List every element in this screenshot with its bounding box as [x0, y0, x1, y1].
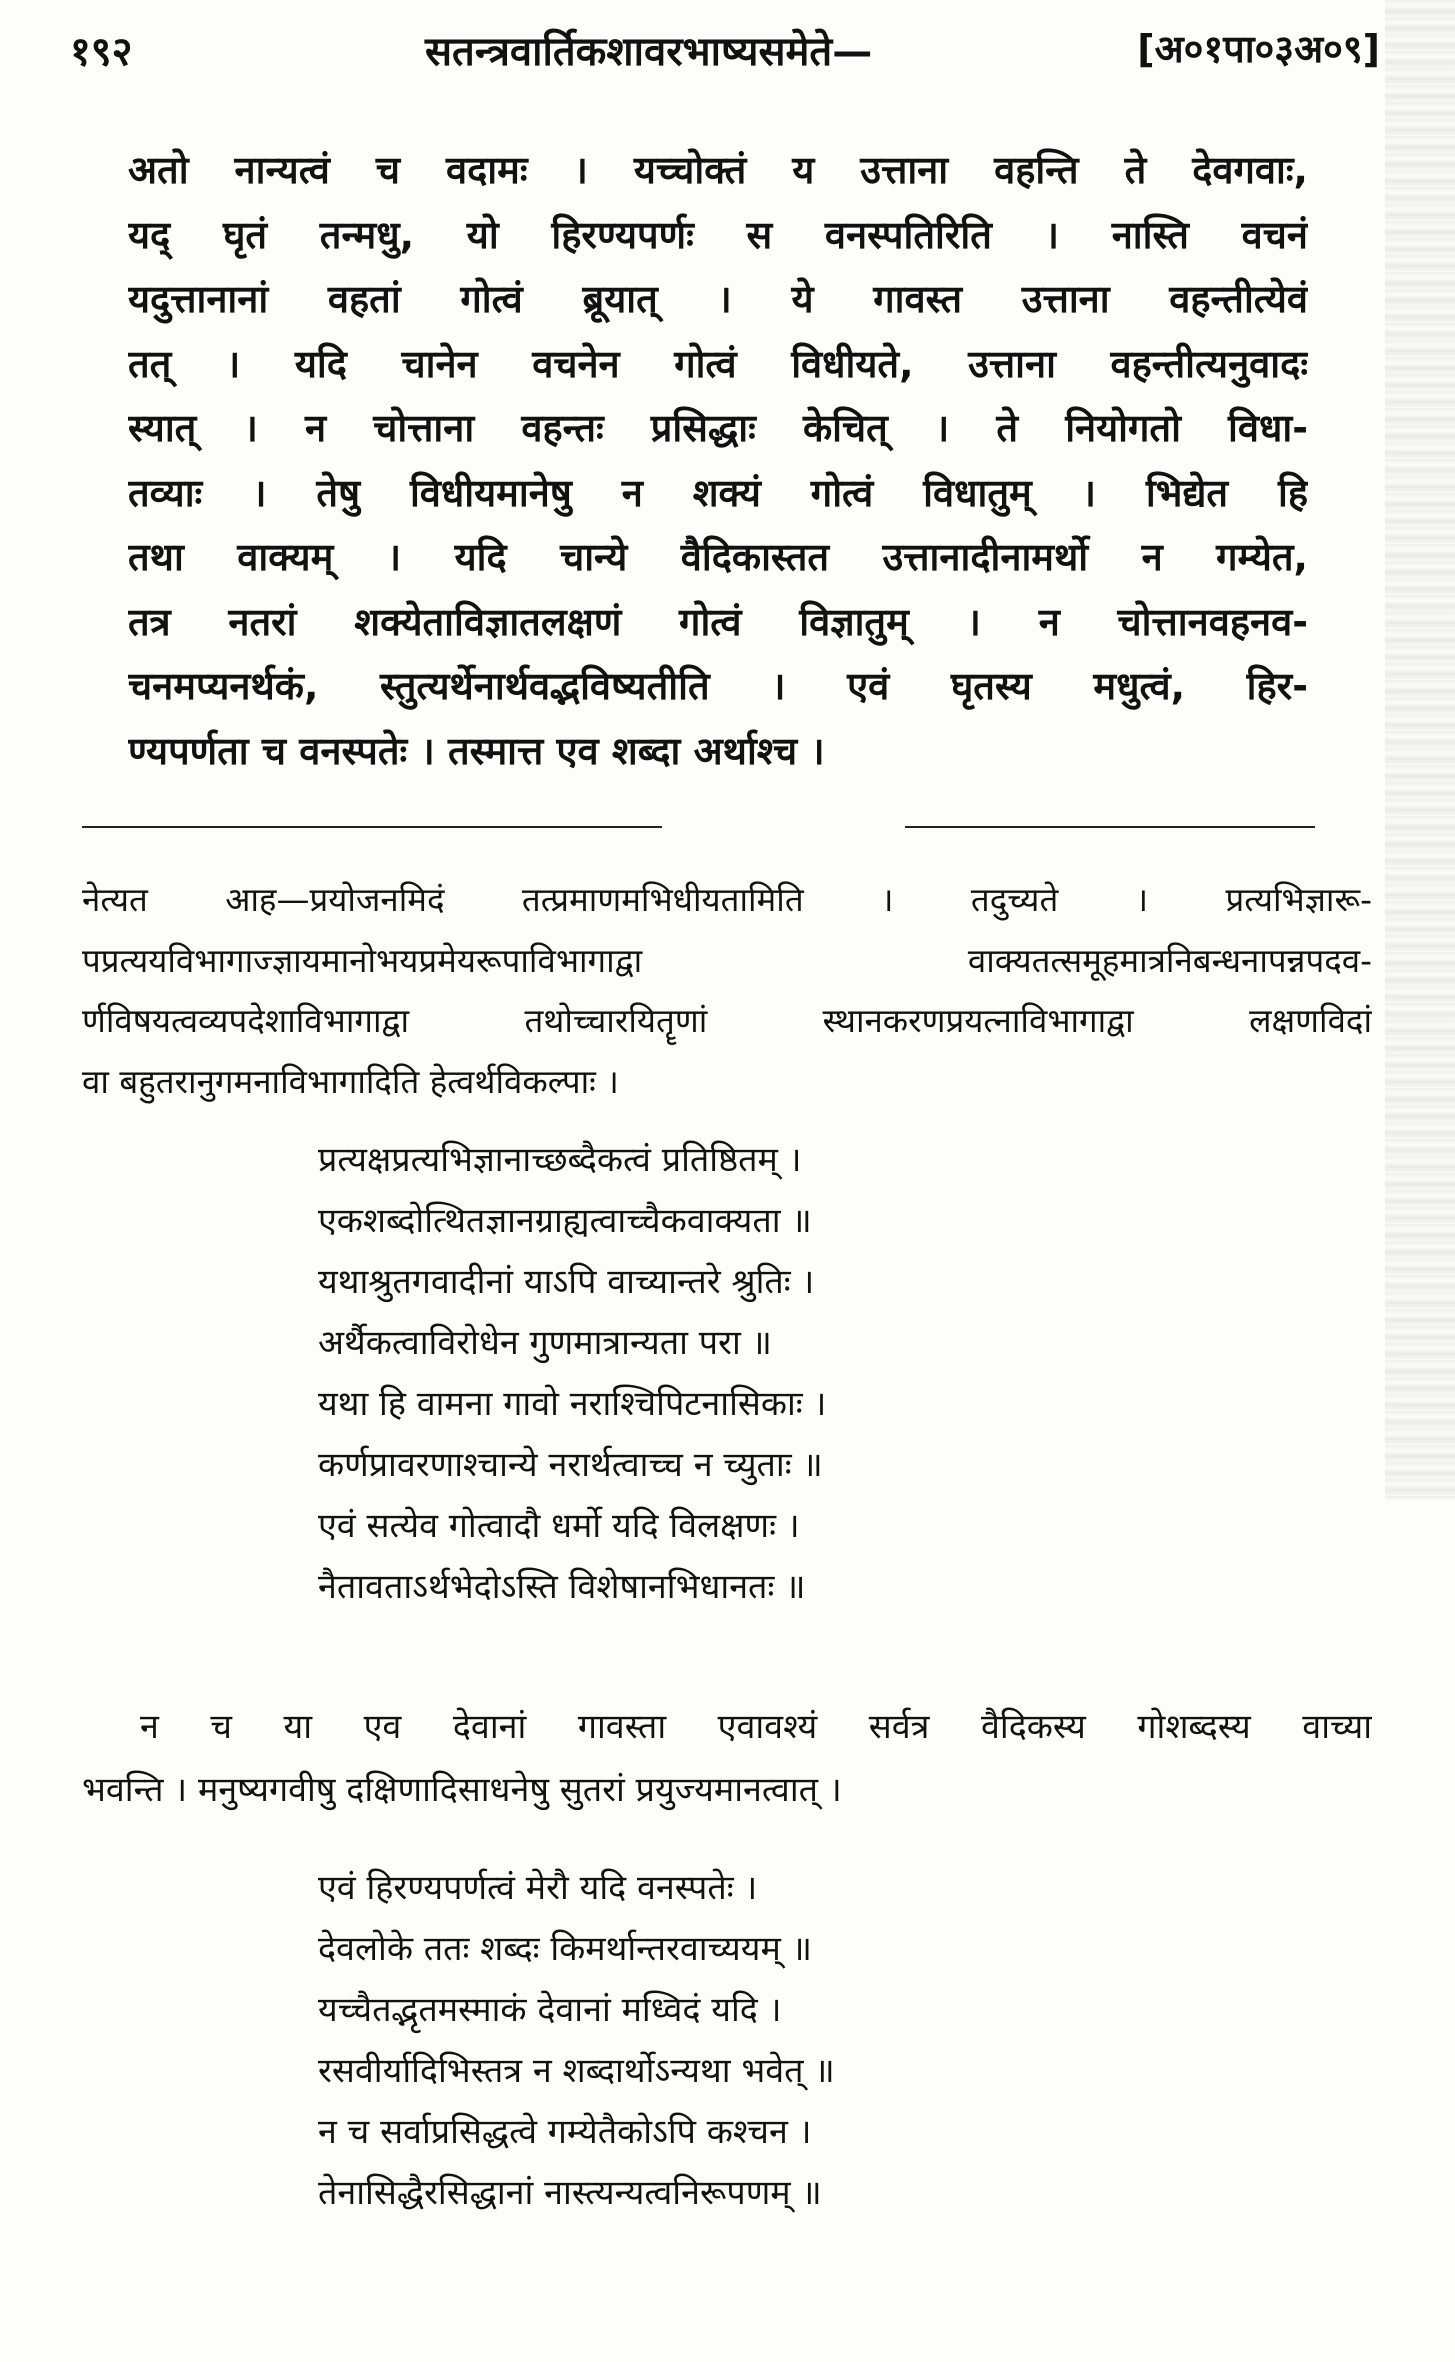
prose-line: भवन्ति । मनुष्यगवीषु दक्षिणादिसाधनेषु सुतरां प्रयुज्यमानत्वात् ।: [82, 1770, 842, 1810]
verse-line: न च सर्वाप्रसिद्धत्वे गम्येतैकोऽपि कश्चन ।: [318, 2112, 812, 2152]
bhashya-text-block: [128, 138, 1308, 783]
verse-line: तेनासिद्धैरसिद्धानां नास्त्यन्यत्वनिरूपणम् ॥: [318, 2173, 822, 2213]
bhashya-line: तथा वाक्यम् । यदि चान्ये वैदिकास्तत उत्तानादीनामर्थो न गम्येत,: [128, 535, 1308, 579]
bhashya-line: तव्याः । तेषु विधीयमानेषु न शक्यं गोत्वं विधातुम् । भिद्येत हि: [128, 470, 1308, 515]
verse-block-2: [318, 1858, 835, 2224]
section-divider-right: [905, 826, 1315, 828]
verse-line: एवं सत्येव गोत्वादौ धर्मो यदि विलक्षणः ।: [318, 1506, 800, 1546]
page-header: [70, 22, 1380, 82]
verse-line: कर्णप्रावरणाश्चान्ये नरार्थत्वाच्च न च्युताः ॥: [318, 1445, 823, 1485]
bhashya-line: तत्र नतरां शक्येताविज्ञातलक्षणं गोत्वं विज्ञातुम् । न चोत्तानवहनव-: [128, 599, 1308, 644]
bhashya-line: अतो नान्यत्वं च वदामः । यच्चोक्तं य उत्ताना वहन्ति ते देवगवाः,: [128, 148, 1308, 192]
vartika-prose-block: [82, 870, 1372, 1112]
verse-line: प्रत्यक्षप्रत्यभिज्ञानाच्छब्दैकत्वं प्रतिष्ठितम् ।: [318, 1140, 802, 1180]
running-title: सतन्त्रवार्तिकशावरभाष्यसमेते—: [425, 29, 873, 75]
verse-line: यथा हि वामना गावो नराश्चिपिटनासिकाः ।: [318, 1384, 827, 1424]
verse-line: एकशब्दोत्थितज्ञानग्राह्यत्वाच्चैकवाक्यता ॥: [318, 1201, 812, 1241]
bhashya-line: यदुत्तानानां वहतां गोत्वं ब्रूयात् । ये गावस्त उत्ताना वहन्तीत्येवं: [128, 277, 1308, 321]
verse-line: नैतावताऽर्थभेदोऽस्ति विशेषानभिधानतः ॥: [318, 1567, 806, 1607]
prose-line: न च या एव देवानां गावस्ता एवावश्यं सर्वत्र वैदिकस्य गोशब्दस्य वाच्या: [140, 1707, 1372, 1747]
chapter-reference: [अ०१पा०३अ०९]: [1137, 27, 1380, 71]
vartika-prose-block-2: [82, 1696, 1372, 1822]
vartika-line: पप्रत्ययविभागाज्ज्ञायमानोभयप्रमेयरूपाविभागाद्वा वाक्यतत्समूहमात्रनिबन्धनापन्नपदव-: [82, 940, 1372, 980]
verse-line: देवलोके ततः शब्दः किमर्थान्तरवाच्ययम् ॥: [318, 1929, 813, 1969]
bhashya-line: ण्यपर्णता च वनस्पतेः । तस्मात्त एव शब्दा अर्थाश्च ।: [128, 728, 825, 773]
verse-line: यथाश्रुतगवादीनां याऽपि वाच्यान्तरे श्रुतिः ।: [318, 1262, 815, 1302]
verse-line: रसवीर्यादिभिस्तत्र न शब्दार्थोऽन्यथा भवेत् ॥: [318, 2051, 835, 2091]
scan-edge-noise: [1385, 0, 1455, 1500]
page-number: १९२: [70, 29, 133, 75]
bhashya-line: तत् । यदि चानेन वचनेन गोत्वं विधीयते, उत्ताना वहन्तीत्यनुवादः: [128, 341, 1308, 386]
bhashya-line: चनमप्यनर्थकं, स्तुत्यर्थेनार्थवद्भविष्यतीति । एवं घृतस्य मधुत्वं, हिर-: [128, 664, 1308, 708]
bhashya-line: यद् घृतं तन्मधु, यो हिरण्यपर्णः स वनस्पतिरिति । नास्ति वचनं: [128, 212, 1308, 257]
verse-line: एवं हिरण्यपर्णत्वं मेरौ यदि वनस्पतेः ।: [318, 1868, 758, 1908]
vartika-line: नेत्यत आह—प्रयोजनमिदं तत्प्रमाणमभिधीयतामिति । तदुच्यते । प्रत्यभिज्ञारू-: [82, 880, 1372, 919]
section-divider-left: [82, 826, 662, 828]
vartika-line: र्णविषयत्वव्यपदेशाविभागाद्वा तथोच्चारयितॄणां स्थानकरणप्रयत्नाविभागाद्वा लक्षणविदां: [82, 1001, 1372, 1040]
verse-block-1: [318, 1130, 826, 1618]
vartika-line: वा बहुतरानुगमनाविभागादिति हेत्वर्थविकल्पाः ।: [82, 1061, 619, 1101]
verse-line: यच्चैतद्भृतमस्माकं देवानां मध्विदं यदि ।: [318, 1990, 782, 2030]
bhashya-line: स्यात् । न चोत्ताना वहन्तः प्रसिद्धाः केचित् । ते नियोगतो विधा-: [128, 406, 1308, 450]
verse-line: अर्थैकत्वाविरोधेन गुणमात्रान्यता परा ॥: [318, 1323, 772, 1363]
